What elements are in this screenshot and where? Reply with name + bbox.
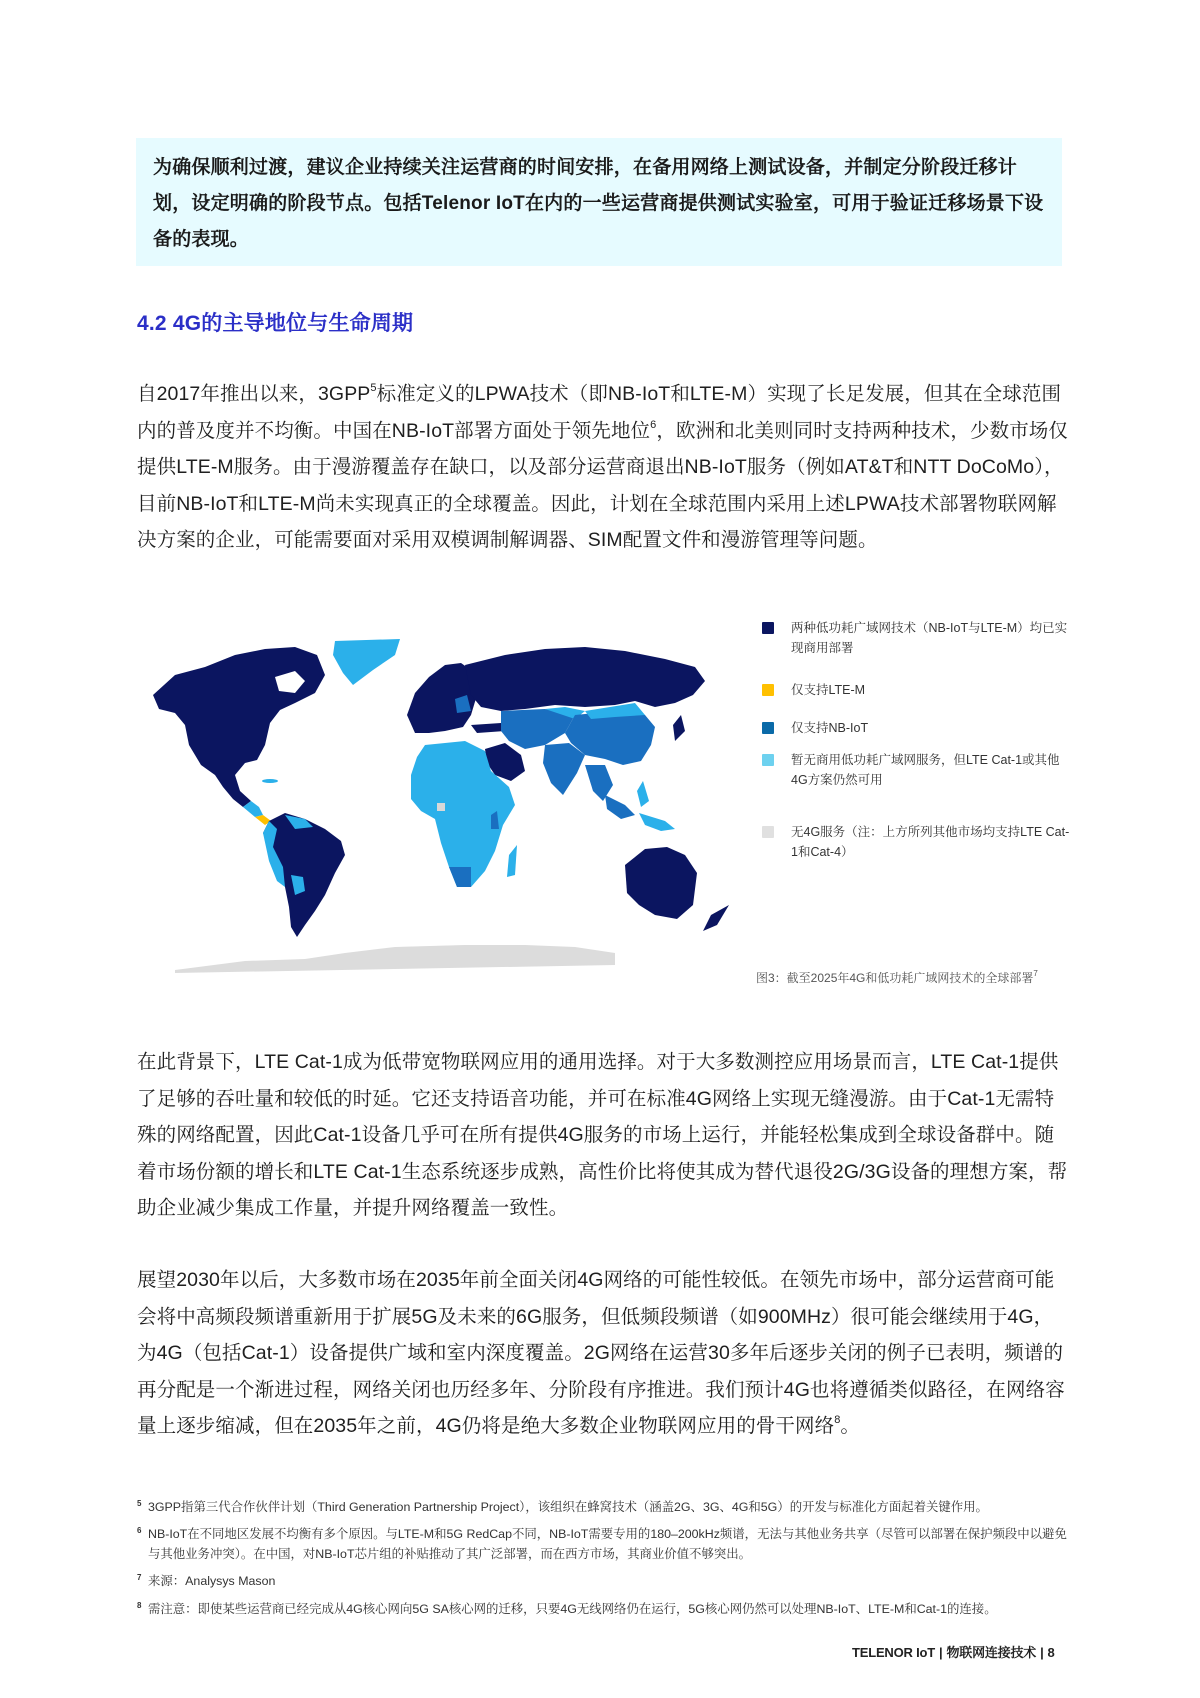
- footnote-5: [137, 1497, 1072, 1517]
- world-map: [145, 615, 750, 975]
- legend-swatch-lightblue-icon: [762, 754, 774, 766]
- footnote-ref-8[interactable]: 8: [834, 1414, 841, 1426]
- callout-box: [136, 138, 1062, 266]
- legend-swatch-amber-icon: [762, 684, 774, 696]
- page-footer: [852, 1642, 1055, 1661]
- legend-label: 仅支持LTE-M: [791, 683, 866, 697]
- footnote-number: 8: [137, 1601, 142, 1610]
- footer-title: 物联网连接技术: [946, 1645, 1037, 1660]
- footnote-number: 7: [137, 1573, 142, 1582]
- footer-brand: TELENOR IoT: [852, 1645, 936, 1660]
- callout-text: 为确保顺利过渡，建议企业持续关注运营商的时间安排，在备用网络上测试设备，并制定分阶段迁移计划，设定明确的阶段节点。包括Telenor IoT在内的一些运营商提供测试实验室，可用于验证迁移场景下设备的表现。: [153, 157, 1044, 250]
- legend-label: 暂无商用低功耗广域网服务，但LTE Cat-1或其他4G方案仍然可用: [791, 753, 1060, 787]
- legend-label: 两种低功耗广域网技术（NB-IoT与LTE-M）均已实现商用部署: [791, 621, 1068, 655]
- para-text: 标准定义的LPWA技术（即NB-IoT和LTE-M）实现了长足发展，但其在全球范围内的普及度并不均衡。中国在NB-IoT部署方面处于领先地位: [137, 383, 1062, 442]
- paragraph-outlook: [137, 1262, 1072, 1445]
- footnote-text: 需注意：即使某些运营商已经完成从4G核心网向5G SA核心网的迁移，只要4G无线网络仍在运行，5G核心网仍然可以处理NB-IoT、LTE-M和Cat-1的连接。: [148, 1602, 997, 1616]
- footnote-text: 来源：Analysys Mason: [148, 1574, 276, 1588]
- footnote-ref-6[interactable]: 6: [650, 418, 657, 431]
- footnote-text: NB-IoT在不同地区发展不均衡有多个原因。与LTE-M和5G RedCap不同，NB-IoT需要专用的180–200kHz频谱，无法与其他业务共享（尽管可以部署在保护频段中以避免与其他业务冲突）。在中国，对NB-IoT芯片组的补贴推动了其广泛部署，而在西方市场，其商业价值不够突出。: [148, 1527, 1067, 1561]
- legend-swatch-grey-icon: [762, 826, 774, 838]
- footnote-6: [137, 1524, 1072, 1564]
- footer-separator: |: [1040, 1645, 1044, 1660]
- footnote-ref-7[interactable]: 7: [1033, 969, 1038, 978]
- footer-separator: |: [939, 1645, 943, 1660]
- legend-label: 无4G服务（注：上方所列其他市场均支持LTE Cat-1和Cat-4）: [791, 825, 1070, 859]
- para-text: ，欧洲和北美则同时支持两种技术，少数市场仅提供LTE-M服务。由于漫游覆盖存在缺口，以及部分运营商退出NB-IoT服务（例如AT&T和NTT DoCoMo），目前NB-IoT和LTE-M尚未实现真正的全球覆盖。因此，计划在全球范围内采用上述LPWA技术部署物联网解决方案的企业，可能需要面对采用双模调制解调器、SIM配置文件和漫游管理等问题。: [137, 419, 1068, 551]
- footnote-number: 6: [137, 1526, 142, 1535]
- footnote-8: [137, 1599, 1072, 1619]
- paragraph-cat1: 在此背景下，LTE Cat-1成为低带宽物联网应用的通用选择。对于大多数测控应用场景而言，LTE Cat-1提供了足够的吞吐量和较低的时延。它还支持语音功能，并可在标准4G网络上实现无缝漫游。由于Cat-1无需特殊的网络配置，因此Cat-1设备几乎可在所有提供4G服务的市场上运行，并能轻松集成到全球设备群中。随着市场份额的增长和LTE Cat-1生态系统逐步成熟，高性价比将使其成为替代退役2G/3G设备的理想方案，帮助企业减少集成工作量，并提升网络覆盖一致性。: [137, 1051, 1068, 1219]
- legend-label: 仅支持NB-IoT: [791, 721, 869, 735]
- caption-text: 图3：截至2025年4G和低功耗广域网技术的全球部署: [756, 971, 1034, 985]
- footnote-text: 3GPP指第三代合作伙伴计划（Third Generation Partnership Project），该组织在蜂窝技术（涵盖2G、3G、4G和5G）的开发与标准化方面起着关键作用。: [148, 1500, 988, 1514]
- legend-swatch-navy-icon: [762, 622, 774, 634]
- para-text: 展望2030年以后，大多数市场在2035年前全面关闭4G网络的可能性较低。在领先市场中，部分运营商可能会将中高频段频谱重新用于扩展5G及未来的6G服务，但低频段频谱（如900MHz）很可能会继续用于4G，为4G（包括Cat-1）设备提供广域和室内深度覆盖。2G网络在运营30多年后逐步关闭的例子已表明，频谱的再分配是一个渐进过程，网络关闭也历经多年、分阶段有序推进。我们预计4G也将遵循类似路径，在网络容量上逐步缩减，但在2035年之前，4G仍将是绝大多数企业物联网应用的骨干网络: [137, 1269, 1065, 1437]
- page-number: 8: [1047, 1645, 1055, 1660]
- para-text: 。: [840, 1415, 861, 1437]
- footnote-7: [137, 1571, 1072, 1591]
- paragraph-lpwa: [137, 376, 1072, 559]
- figure-caption: [756, 969, 1038, 986]
- section-heading: 4.2 4G的主导地位与生命周期: [137, 312, 414, 335]
- footnote-number: 5: [137, 1499, 142, 1508]
- legend-swatch-blue-icon: [762, 722, 774, 734]
- para-text: 自2017年推出以来，3GPP: [137, 383, 371, 405]
- footnote-ref-5[interactable]: 5: [370, 382, 377, 394]
